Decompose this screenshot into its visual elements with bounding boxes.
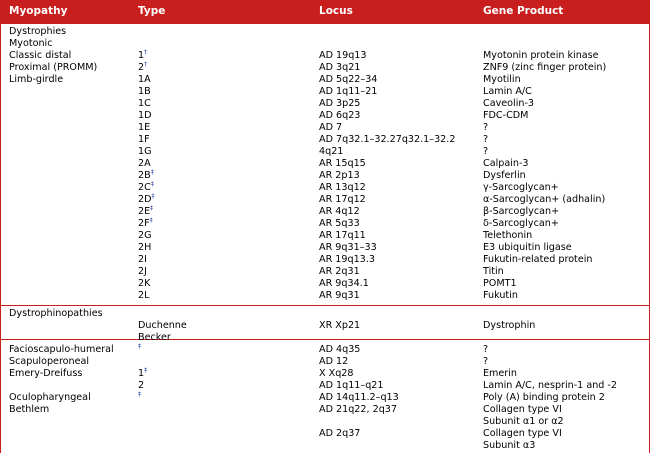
cell-type: Becker	[138, 332, 171, 343]
header-myopathy: Myopathy	[9, 5, 68, 17]
table-row	[0, 356, 650, 368]
cell-type: 2F‡	[138, 217, 153, 229]
cell-gene-product: Dystrophin	[483, 320, 536, 331]
table-row	[0, 416, 650, 428]
table-row	[0, 344, 650, 356]
cell-gene-product: Fukutin	[483, 290, 518, 301]
table-row	[0, 26, 650, 38]
cell-gene-product: Subunit α1 or α2	[483, 416, 564, 427]
table-row	[0, 392, 650, 404]
cell-locus: AD 12	[319, 356, 349, 367]
table-row	[0, 440, 650, 452]
cell-gene-product: ?	[483, 146, 489, 157]
table-row	[0, 98, 650, 110]
cell-locus: AD 14q11.2–q13	[319, 392, 399, 403]
cell-locus: AD 21q22, 2q37	[319, 404, 398, 415]
footnote-mark: ‡	[149, 217, 153, 224]
table-row	[0, 206, 650, 218]
cell-myopathy: Dystrophinopathies	[9, 308, 103, 319]
cell-locus: AD 1q11–21	[319, 86, 378, 97]
cell-gene-product: FDC-CDM	[483, 110, 529, 121]
cell-myopathy: Limb-girdle	[9, 74, 64, 85]
table-row	[0, 38, 650, 50]
cell-locus: AR 17q11	[319, 230, 366, 241]
cell-gene-product: POMT1	[483, 278, 517, 289]
cell-myopathy: Dystrophies	[9, 26, 67, 37]
cell-gene-product: E3 ubiquitin ligase	[483, 242, 572, 253]
table-row	[0, 50, 650, 62]
cell-gene-product: Telethonin	[483, 230, 533, 241]
cell-type: 2K	[138, 278, 151, 289]
table-row	[0, 308, 650, 320]
cell-type	[138, 344, 141, 356]
table-row	[0, 230, 650, 242]
cell-locus: AR 17q12	[319, 194, 366, 205]
cell-locus: AD 4q35	[319, 344, 361, 355]
table-row	[0, 428, 650, 440]
cell-myopathy: Emery-Dreifuss	[9, 368, 83, 379]
cell-gene-product: ?	[483, 134, 489, 145]
cell-type: 2C‡	[138, 181, 154, 193]
cell-myopathy: Oculopharyngeal	[9, 392, 91, 403]
table-row	[0, 122, 650, 134]
cell-type: 2I	[138, 254, 147, 265]
cell-type: 2E‡	[138, 205, 154, 217]
footnote-mark: ‡	[151, 193, 155, 200]
table-row	[0, 170, 650, 182]
cell-gene-product: Myotonin protein kinase	[483, 50, 599, 61]
cell-gene-product: ?	[483, 344, 489, 355]
cell-gene-product: Collagen type VI	[483, 428, 562, 439]
footnote-mark: †	[144, 49, 148, 56]
cell-gene-product: ?	[483, 356, 489, 367]
cell-gene-product: α-Sarcoglycan+ (adhalin)	[483, 194, 606, 205]
cell-locus: AR 9q31	[319, 290, 360, 301]
cell-locus: AD 6q23	[319, 110, 361, 121]
cell-locus: AR 19q13.3	[319, 254, 375, 265]
cell-myopathy: Facioscapulo-humeral	[9, 344, 114, 355]
cell-gene-product: Collagen type VI	[483, 404, 562, 415]
cell-myopathy: Classic distal	[9, 50, 72, 61]
cell-locus: AR 5q33	[319, 218, 360, 229]
table-row	[0, 380, 650, 392]
table-row	[0, 254, 650, 266]
cell-myopathy: Scapuloperoneal	[9, 356, 90, 367]
cell-type: 1A	[138, 74, 151, 85]
cell-type: 2H	[138, 242, 152, 253]
cell-locus: AR 2p13	[319, 170, 360, 181]
cell-gene-product: Poly (A) binding protein 2	[483, 392, 605, 403]
table-row	[0, 290, 650, 302]
cell-type: 2†	[138, 61, 148, 73]
cell-type: Duchenne	[138, 320, 187, 331]
cell-type: 1E	[138, 122, 151, 133]
cell-type: 1G	[138, 146, 152, 157]
table-row	[0, 110, 650, 122]
cell-type: 1C	[138, 98, 151, 109]
cell-type: 1‡	[138, 367, 148, 379]
table-row	[0, 404, 650, 416]
table-row	[0, 242, 650, 254]
cell-gene-product: Dysferlin	[483, 170, 526, 181]
cell-locus: AR 4q12	[319, 206, 360, 217]
cell-type: 2A	[138, 158, 151, 169]
cell-locus: AR 15q15	[319, 158, 366, 169]
cell-myopathy: Bethlem	[9, 404, 50, 415]
cell-gene-product: γ-Sarcoglycan+	[483, 182, 559, 193]
cell-type	[138, 392, 141, 404]
cell-locus: AR 9q31–33	[319, 242, 377, 253]
cell-gene-product: Fukutin-related protein	[483, 254, 593, 265]
cell-locus: AD 19q13	[319, 50, 367, 61]
table-row	[0, 158, 650, 170]
cell-locus: AD 5q22–34	[319, 74, 378, 85]
header-gene-product: Gene Product	[483, 5, 564, 17]
cell-locus: AD 1q11–q21	[319, 380, 384, 391]
cell-gene-product: ?	[483, 122, 489, 133]
table-row	[0, 218, 650, 230]
table-row	[0, 86, 650, 98]
cell-locus: AD 3q21	[319, 62, 361, 73]
cell-type: 2L	[138, 290, 150, 301]
cell-locus: AD 3p25	[319, 98, 361, 109]
cell-gene-product: Emerin	[483, 368, 517, 379]
footnote-mark: ‡	[138, 391, 141, 398]
table-row	[0, 266, 650, 278]
cell-gene-product: Lamin A/C	[483, 86, 532, 97]
table-row	[0, 278, 650, 290]
cell-locus: AD 7	[319, 122, 343, 133]
footnote-mark: ‡	[150, 205, 154, 212]
header-locus: Locus	[319, 5, 353, 17]
cell-gene-product: β-Sarcoglycan+	[483, 206, 560, 217]
cell-type: 1F	[138, 134, 150, 145]
cell-locus: AD 7q32.1–32.27q32.1–32.2	[319, 134, 456, 145]
cell-locus: AR 9q34.1	[319, 278, 369, 289]
table-row	[0, 332, 650, 344]
cell-locus: 4q21	[319, 146, 344, 157]
cell-locus: X Xq28	[319, 368, 354, 379]
cell-locus: XR Xp21	[319, 320, 361, 331]
cell-myopathy: Proximal (PROMM)	[9, 62, 98, 73]
table-row	[0, 74, 650, 86]
cell-gene-product: Calpain-3	[483, 158, 529, 169]
table-row	[0, 182, 650, 194]
cell-type: 2B‡	[138, 169, 154, 181]
cell-myopathy: Myotonic	[9, 38, 53, 49]
footnote-mark: ‡	[150, 169, 154, 176]
cell-type: 2J	[138, 266, 147, 277]
header-type: Type	[138, 5, 166, 17]
cell-type: 1†	[138, 49, 148, 61]
cell-gene-product: Titin	[483, 266, 504, 277]
cell-locus: AD 2q37	[319, 428, 361, 439]
footnote-mark: ‡	[150, 181, 154, 188]
cell-gene-product: Myotilin	[483, 74, 521, 85]
cell-type: 2D‡	[138, 193, 155, 205]
footnote-mark: ‡	[144, 367, 148, 374]
cell-gene-product: δ-Sarcoglycan+	[483, 218, 559, 229]
table-header	[0, 0, 650, 24]
table-row	[0, 368, 650, 380]
cell-type: 1D	[138, 110, 152, 121]
cell-gene-product: Lamin A/C, nesprin-1 and -2	[483, 380, 617, 391]
cell-gene-product: ZNF9 (zinc finger protein)	[483, 62, 607, 73]
cell-locus: AR 2q31	[319, 266, 360, 277]
footnote-mark: †	[144, 61, 148, 68]
table-row	[0, 62, 650, 74]
table-row	[0, 134, 650, 146]
cell-gene-product: Subunit α3	[483, 440, 536, 451]
cell-type: 2G	[138, 230, 152, 241]
table-row	[0, 146, 650, 158]
table-row	[0, 194, 650, 206]
footnote-mark: ‡	[138, 343, 141, 350]
cell-locus: AR 13q12	[319, 182, 366, 193]
table-row	[0, 320, 650, 332]
cell-gene-product: Caveolin-3	[483, 98, 535, 109]
cell-type: 1B	[138, 86, 151, 97]
cell-type: 2	[138, 380, 145, 391]
row-separator	[1, 305, 649, 306]
